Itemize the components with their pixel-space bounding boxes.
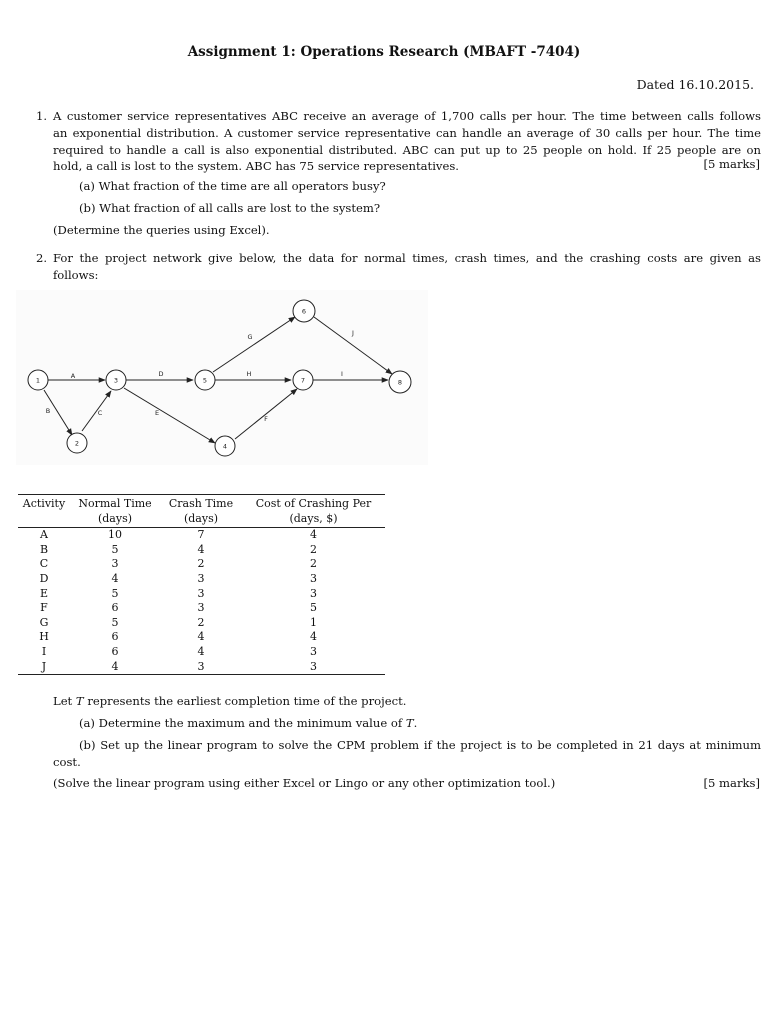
part-a-text: . xyxy=(413,716,418,730)
table-cell: E xyxy=(39,586,49,600)
q1-part-b: (b) What fraction of all calls are lost to the system? xyxy=(79,201,381,215)
table-cell: G xyxy=(39,615,49,629)
table-row xyxy=(18,572,385,587)
table-cell: 3 xyxy=(197,659,205,673)
project-network-diagram xyxy=(16,290,428,465)
table-cell: 3 xyxy=(310,571,317,585)
table-cell: 6 xyxy=(111,630,119,644)
q1-part-a: (a) What fraction of the time are all operators busy? xyxy=(79,179,386,193)
table-row xyxy=(18,630,385,645)
variable-t: T xyxy=(405,716,414,730)
q1-number: 1. xyxy=(36,109,48,123)
table-cell: C xyxy=(39,557,49,571)
edge-label: I xyxy=(341,370,343,378)
table-row xyxy=(18,645,385,660)
edge-label: H xyxy=(246,370,252,378)
q2-solve-note: (Solve the linear program using either Excel or Lingo or any other optimization tool.) xyxy=(53,776,556,790)
node-label: 2 xyxy=(74,439,80,448)
table-row xyxy=(18,543,385,558)
table-row xyxy=(18,660,385,675)
table-cell: 6 xyxy=(111,601,119,615)
table-row xyxy=(18,557,385,572)
table-cell: 4 xyxy=(111,571,119,585)
edge-label: J xyxy=(352,329,354,337)
node-label: 7 xyxy=(300,376,306,385)
table-cell: F xyxy=(40,601,48,615)
part-b-line: (b) Set up the linear program to solve the CPM problem if the project is to be completed in 21 days at minimum xyxy=(79,738,761,752)
table-cell: 4 xyxy=(197,630,205,644)
table-cell: D xyxy=(39,571,49,585)
table-cell: 5 xyxy=(310,601,317,615)
q2-part-b xyxy=(53,737,761,771)
table-cell: 3 xyxy=(310,659,317,673)
edge-label: C xyxy=(97,409,103,417)
part-a-text: (a) Determine the maximum and the minimum value of xyxy=(79,716,406,730)
column-header: Cost of Crashing Per xyxy=(255,497,372,510)
table-cell: 1 xyxy=(310,615,317,629)
node-label: 5 xyxy=(202,376,208,385)
q1-line: required to handle a call is also exponential distributed. ABC can put up to 25 people on hold. If 25 people are on xyxy=(53,142,761,157)
q1-note: (Determine the queries using Excel). xyxy=(53,223,270,237)
table-cell: 2 xyxy=(310,542,317,556)
node-label: 6 xyxy=(301,307,307,316)
table-cell: 5 xyxy=(111,586,119,600)
part-b-line: cost. xyxy=(53,755,81,769)
variable-t: T xyxy=(75,694,84,708)
table-cell: 3 xyxy=(111,557,119,571)
let-t-statement xyxy=(53,694,406,708)
q1-line: an exponential distribution. A customer service representative can handle an average of 30 calls per hour. The time xyxy=(53,125,761,140)
edge-label: G xyxy=(247,333,253,341)
table-header-row xyxy=(18,512,385,528)
table-cell: 6 xyxy=(111,644,119,658)
table-header-row xyxy=(18,495,385,512)
edge-label: E xyxy=(154,409,160,417)
table-cell: 4 xyxy=(197,542,205,556)
node-label: 4 xyxy=(222,442,228,451)
table-cell: 2 xyxy=(197,557,205,571)
table-cell: 4 xyxy=(310,630,317,644)
table-cell: 4 xyxy=(111,659,119,673)
date-line: Dated 16.10.2015. xyxy=(636,77,754,92)
table-cell: J xyxy=(41,659,47,673)
q1-text xyxy=(53,108,761,175)
table-cell: 3 xyxy=(310,586,317,600)
q1-marks: [5 marks] xyxy=(703,157,760,171)
table-cell: H xyxy=(39,630,49,644)
node-label: 8 xyxy=(397,378,403,387)
column-header: Crash Time xyxy=(168,497,234,510)
document-title: Assignment 1: Operations Research (MBAFT -7404) xyxy=(187,44,581,60)
table-cell: 5 xyxy=(111,615,119,629)
edge-label: A xyxy=(70,372,76,380)
table-cell: 7 xyxy=(197,528,205,542)
column-header: (days, $) xyxy=(242,512,385,528)
q1-line: A customer service representatives ABC receive an average of 1,700 calls per hour. The time between calls follows xyxy=(53,109,761,123)
q1-line: hold, a call is lost to the system. ABC has 75 service representatives. xyxy=(53,159,459,174)
table-cell: 3 xyxy=(197,601,205,615)
q2-line: For the project network give below, the data for normal times, crash times, and the crashing costs are given as xyxy=(53,251,761,265)
table-row xyxy=(18,601,385,616)
q2-part-a xyxy=(79,716,417,730)
table-row xyxy=(18,616,385,631)
let-text: Let xyxy=(53,694,76,708)
table-row xyxy=(18,528,385,543)
table-cell: 3 xyxy=(197,571,205,585)
table-cell: 4 xyxy=(197,644,205,658)
column-header: Activity xyxy=(22,497,66,510)
table-row xyxy=(18,587,385,602)
q2-line: follows: xyxy=(53,267,99,282)
table-cell: 4 xyxy=(310,528,317,542)
column-header: (days) xyxy=(70,512,160,528)
table-cell: 10 xyxy=(108,528,122,542)
q2-text xyxy=(53,250,761,284)
table-cell: A xyxy=(40,528,48,542)
table-cell: 5 xyxy=(111,542,119,556)
edge-label: B xyxy=(45,407,51,415)
table-cell: 3 xyxy=(197,586,205,600)
node-label: 3 xyxy=(113,376,119,385)
q2-marks: [5 marks] xyxy=(703,776,760,790)
column-header: (days) xyxy=(160,512,242,528)
q2-number: 2. xyxy=(36,251,48,265)
edge-label: F xyxy=(264,415,268,423)
edge-label: D xyxy=(158,370,164,378)
crashing-data-table xyxy=(18,494,385,675)
table-cell: 2 xyxy=(197,615,205,629)
column-header: Normal Time xyxy=(78,497,152,510)
node-label: 1 xyxy=(35,376,41,385)
table-cell: I xyxy=(41,644,47,658)
table-cell: 3 xyxy=(310,644,317,658)
column-header xyxy=(18,512,70,528)
let-text: represents the earliest completion time of the project. xyxy=(83,694,407,708)
table-cell: 2 xyxy=(310,557,317,571)
table-cell: B xyxy=(39,542,49,556)
